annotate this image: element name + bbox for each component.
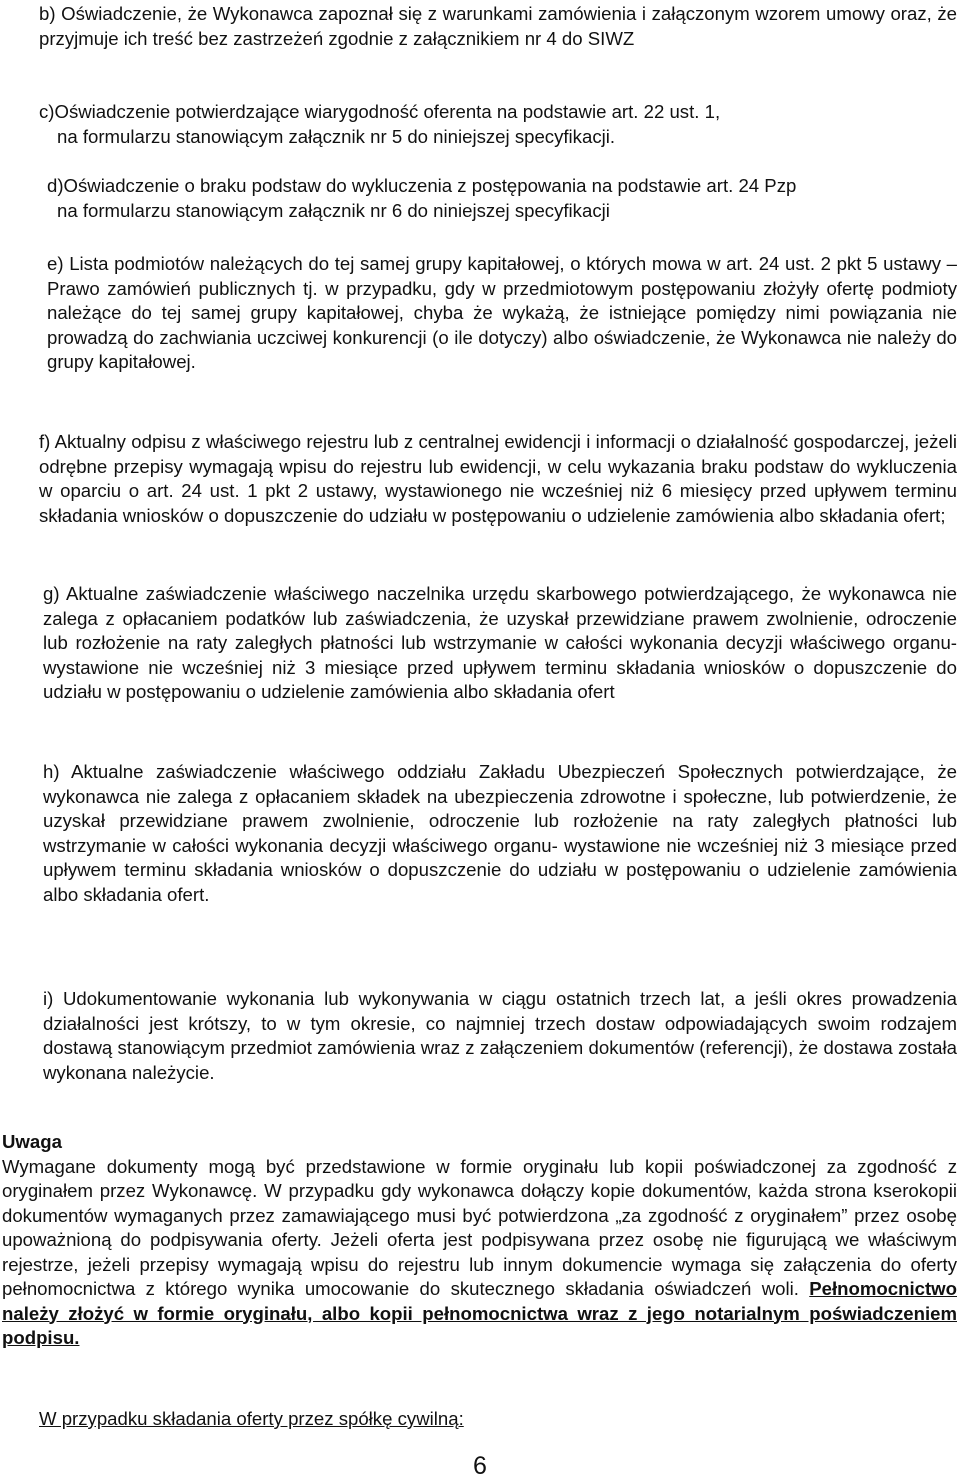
item-c-line1: c)Oświadczenie potwierdzające wiarygodność oferenta na podstawie art. 22 ust. 1, bbox=[39, 101, 721, 122]
item-e-paragraph bbox=[47, 252, 957, 375]
item-f-paragraph bbox=[39, 430, 957, 528]
spolka-heading: W przypadku składania oferty przez spółkę cywilną: bbox=[39, 1408, 464, 1429]
item-g-text: g) Aktualne zaświadczenie właściwego naczelnika urzędu skarbowego potwierdzającego, że wykonawca nie zalega z opłacaniem podatków lub zaświadczenia, że uzyskał przewidziane prawem zwolnienie, odroczenie lub rozłożenie na raty zaległych płatności lub wstrzymanie w całości wykonania decyzji właściwego organu- wystawione nie wcześniej niż 3 miesiące przed upływem terminu składania wniosków o dopuszczenie do udziału w postępowaniu o udzielenie zamówienia albo składania ofert bbox=[43, 583, 957, 702]
item-i-paragraph bbox=[43, 987, 957, 1085]
item-d-line2: na formularzu stanowiącym załącznik nr 6 do niniejszej specyfikacji bbox=[57, 199, 610, 221]
item-e-text: e) Lista podmiotów należących do tej samej grupy kapitałowej, o których mowa w art. 24 ust. 2 pkt 5 ustawy – Prawo zamówień publicznych tj. w przypadku, gdy w przedmiotowym postępowaniu złożyły ofertę podmioty należące do tej samej grupy kapitałowej, chyba że wykażą, że istniejące pomiędzy nimi powiązania nie prowadzą do zachwiania uczciwej konkurencji (o ile dotyczy) albo oświadczenie, że Wykonawca nie należy do grupy kapitałowej. bbox=[47, 253, 957, 372]
item-g-paragraph bbox=[43, 582, 957, 705]
page-number: 6 bbox=[473, 1452, 487, 1480]
uwaga-section bbox=[2, 1130, 957, 1351]
item-c-line2: na formularzu stanowiącym załącznik nr 5 do niniejszej specyfikacji. bbox=[57, 125, 616, 147]
item-c-paragraph bbox=[39, 100, 957, 149]
item-f-text: f) Aktualny odpisu z właściwego rejestru lub z centralnej ewidencji i informacji o działalność gospodarczej, jeżeli odrębne przepisy wymagają wpisu do rejestru lub ewidencji, w celu wykazania braku podstaw do wykluczenia w oparciu o art. 24 ust. 1 pkt 2 ustawy, wystawionego nie wcześniej niż 6 miesięcy przed upływem terminu składania wniosków o dopuszczenie do udziału w postępowaniu o udzielenie zamówienia albo składania ofert; bbox=[39, 431, 957, 526]
item-b-paragraph bbox=[39, 2, 957, 51]
uwaga-heading: Uwaga bbox=[2, 1131, 62, 1152]
item-h-text: h) Aktualne zaświadczenie właściwego oddziału Zakładu Ubezpieczeń Społecznych potwierdzające, że wykonawca nie zalega z opłacaniem składek na ubezpieczenia zdrowotne i społeczne, lub potwierdzenie, że uzyskał przewidziane prawem zwolnienie, odroczenie lub rozłożenie na raty zaległych płatności lub wstrzymanie w całości wykonania decyzji właściwego organu- wystawione nie wcześniej niż 3 miesiące przed upływem terminu składania wniosków o dopuszczenie do udziału w postępowaniu o udzielenie zamówienia albo składania ofert. bbox=[43, 761, 957, 905]
item-h-paragraph bbox=[43, 760, 957, 907]
item-i-text: i) Udokumentowanie wykonania lub wykonywania w ciągu ostatnich trzech lat, a jeśli okres prowadzenia działalności jest krótszy, to w tym okresie, co najmniej trzech dostaw odpowiadających swoim rodzajem dostawą stanowiącym przedmiot zamówienia wraz z załączeniem dokumentów (referencji), że dostawa została wykonana należycie. bbox=[43, 988, 957, 1083]
item-d-paragraph bbox=[47, 174, 957, 223]
uwaga-emphasis: Pełnomocnictwo należy złożyć w formie oryginału, albo kopii pełnomocnictwa wraz z jego notarialnym poświadczeniem podpisu. bbox=[2, 1278, 957, 1348]
item-d-line1: d)Oświadczenie o braku podstaw do wykluczenia z postępowania na podstawie art. 24 Pzp bbox=[47, 175, 797, 196]
uwaga-body: Wymagane dokumenty mogą być przedstawione w formie oryginału lub kopii poświadczonej za zgodność z oryginałem przez Wykonawcę. W przypadku gdy wykonawca dołączy kopie dokumentów, każda strona kserokopii dokumentów wymaganych przez zamawiającego musi być potwierdzona „za zgodność z oryginałem” przez osobę upoważnioną do podpisywania oferty. Jeżeli oferta jest podpisywana przez osobę nie figurującą we właściwym rejestrze, jeżeli przepisy wymagają wpisu do rejestru lub innym dokumencie wymaga się załączenia do oferty pełnomocnictwa z którego wynika umocowanie do skutecznego składania oświadczeń woli. bbox=[2, 1155, 957, 1299]
item-b-text: b) Oświadczenie, że Wykonawca zapoznał się z warunkami zamówienia i załączonym wzorem umowy oraz, że przyjmuje ich treść bez zastrzeżeń zgodnie z załącznikiem nr 4 do SIWZ bbox=[39, 3, 957, 49]
